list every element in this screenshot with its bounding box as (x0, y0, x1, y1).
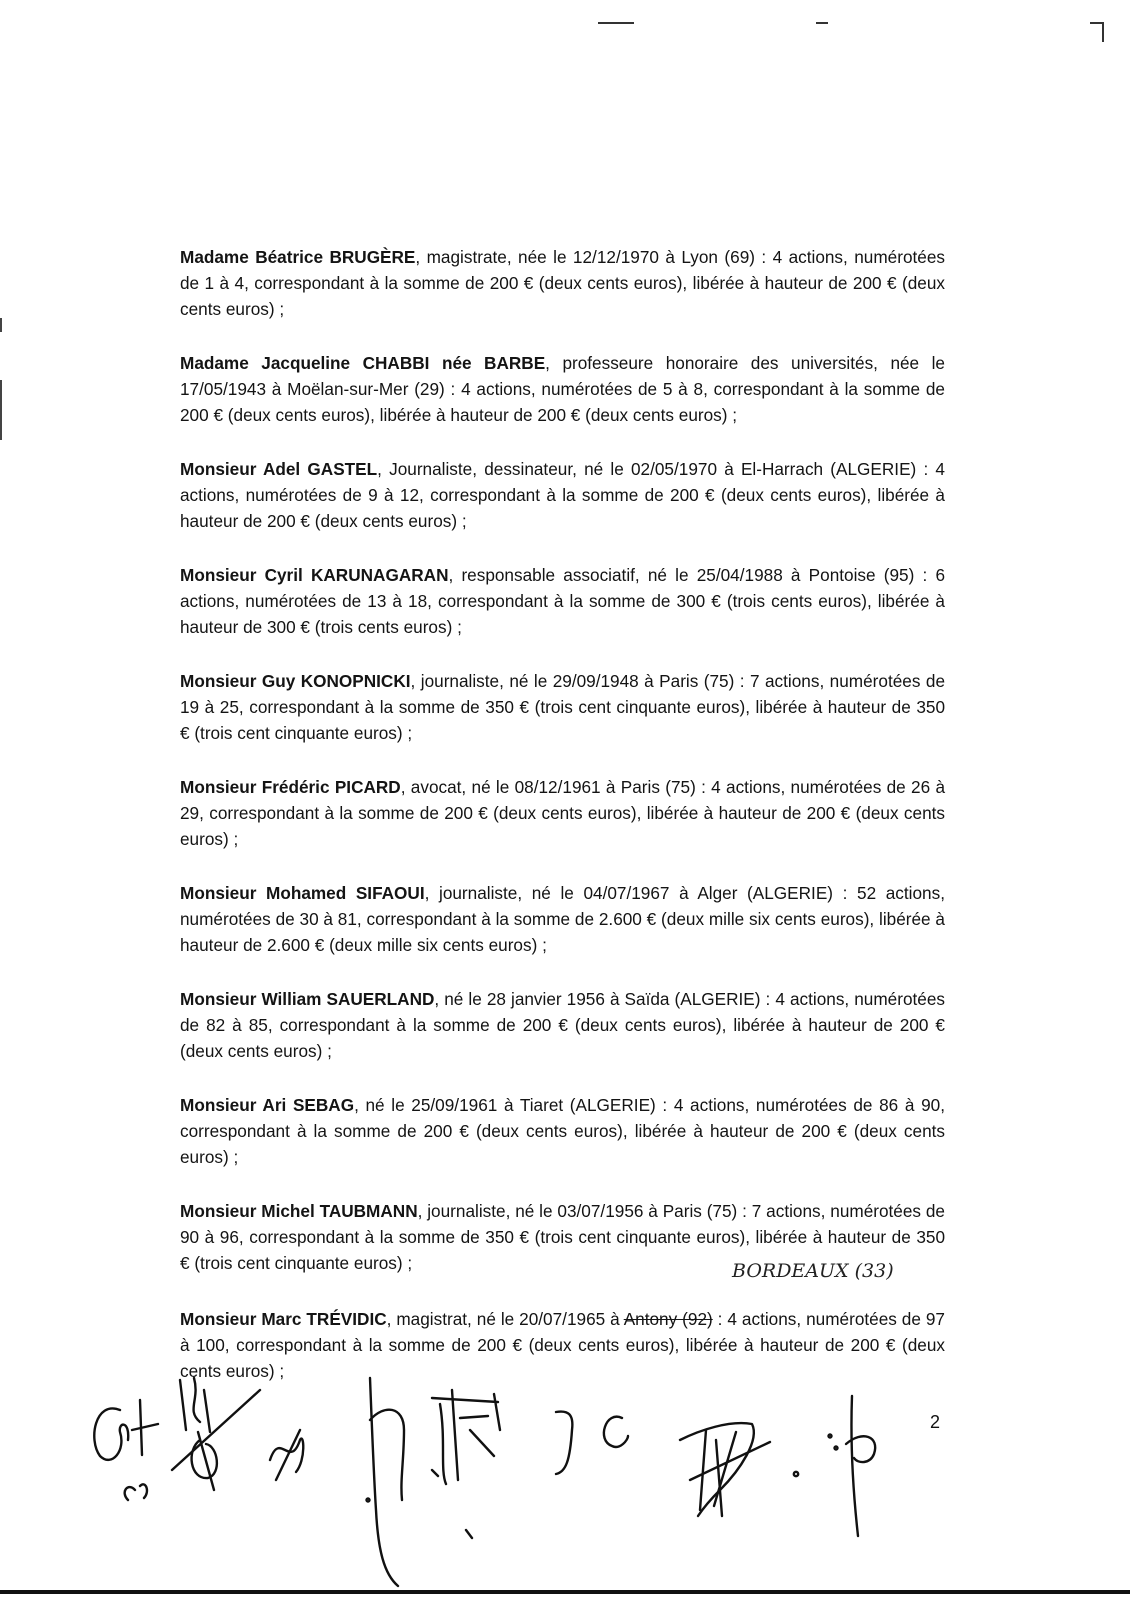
shareholder-entry (180, 244, 945, 322)
shareholder-entry (180, 1092, 945, 1170)
bottom-rule (0, 1590, 1130, 1594)
scan-mark-top (816, 22, 828, 24)
shareholder-details: , magistrat, né le 20/07/1965 à (386, 1309, 624, 1329)
struck-birthplace: Antony (92) (623, 1309, 713, 1329)
shareholder-prefix: Madame Béatrice (180, 247, 330, 267)
shareholder-entry (180, 668, 945, 746)
shareholder-surname: TRÉVIDIC (306, 1309, 387, 1329)
shareholder-prefix: Monsieur Frédéric (180, 777, 335, 797)
shareholder-prefix: Monsieur Adel (180, 459, 308, 479)
shareholder-surname: KARUNAGARAN (310, 565, 449, 585)
shareholder-surname: BRUGÈRE (329, 247, 416, 267)
shareholder-details: , Journaliste, dessinateur, né le 02/05/1970 à El-Harrach (ALGERIE) : 4 actions, numérotées de 9 à 12, correspondant à la somme de 200 € (deux cents euros), libérée à hauteur de 200 € (deux cents euros) ; (180, 459, 945, 531)
shareholder-details: , journaliste, né le 29/09/1948 à Paris (75) : 7 actions, numérotées de 19 à 25, correspondant à la somme de 350 € (trois cent cinquante euros), libérée à hauteur de 350 € (trois cent cinquante euros) ; (180, 671, 945, 743)
shareholder-details: , professeure honoraire des universités, née le 17/05/1943 à Moëlan-sur-Mer (29) : 4 actions, numérotées de 5 à 8, correspondant à la somme de 200 € (deux cents euros), libérée à hauteur de 200 € (deux cents euros) ; (180, 353, 945, 425)
shareholder-surname: SEBAG (292, 1095, 355, 1115)
signature-7 (680, 1423, 798, 1516)
document-body (180, 244, 945, 1412)
shareholder-prefix: Madame Jacqueline (180, 353, 363, 373)
scan-mark-top (598, 22, 634, 24)
shareholder-surname: KONOPNICKI (300, 671, 411, 691)
shareholder-prefix: Monsieur Ari (180, 1095, 293, 1115)
shareholder-surname: SAUERLAND (326, 989, 435, 1009)
shareholder-details: , magistrate, née le 12/12/1970 à Lyon (69) : 4 actions, numérotées de 1 à 4, correspondant à la somme de 200 € (deux cents euros), libérée à hauteur de 200 € (deux cents euros) ; (180, 247, 945, 319)
shareholder-details: , né le 25/09/1961 à Tiaret (ALGERIE) : 4 actions, numérotées de 86 à 90, correspondant à la somme de 200 € (deux cents euros), libérée à hauteur de 200 € (deux cents euros) ; (180, 1095, 945, 1167)
page-number: 2 (930, 1412, 941, 1432)
shareholder-prefix: Monsieur William (180, 989, 327, 1009)
signature-3 (270, 1430, 303, 1480)
signature-1 (94, 1400, 158, 1500)
shareholder-entry (180, 774, 945, 852)
shareholder-details: : 4 actions, numérotées de 97 à 100, correspondant à la somme de 200 € (deux cents euros), libérée à hauteur de 200 € (deux cents euros) ; (180, 1309, 945, 1381)
shareholder-details: , né le 28 janvier 1956 à Saïda (ALGERIE) : 4 actions, numérotées de 82 à 85, correspondant à la somme de 200 € (deux cents euros), libérée à hauteur de 200 € (deux cents euros) ; (180, 989, 945, 1061)
shareholder-entry (180, 350, 945, 428)
left-margin-mark (0, 380, 2, 440)
left-margin-mark (0, 318, 2, 332)
shareholder-prefix: Monsieur Marc (180, 1309, 307, 1329)
shareholder-details: , journaliste, né le 03/07/1956 à Paris (75) : 7 actions, numérotées de 90 à 96, correspondant à la somme de 350 € (trois cent cinquante euros), libérée à hauteur de 350 € (trois cent cinquante euros) ; (180, 1201, 945, 1273)
shareholder-details: , avocat, né le 08/12/1961 à Paris (75) : 4 actions, numérotées de 26 à 29, correspondant à la somme de 200 € (deux cents euros), libérée à hauteur de 200 € (deux cents euros) ; (180, 777, 945, 849)
signature-2 (172, 1378, 260, 1490)
signatures (0, 1360, 1130, 1590)
shareholder-prefix: Monsieur Mohamed (180, 883, 356, 903)
shareholder-prefix: Monsieur Guy (180, 671, 301, 691)
shareholder-entry (180, 562, 945, 640)
shareholder-surname: PICARD (334, 777, 401, 797)
shareholder-entry (180, 986, 945, 1064)
scan-mark-corner (1102, 22, 1104, 42)
shareholder-surname: GASTEL (307, 459, 378, 479)
handwritten-correction: BORDEAUX (33) (732, 1260, 894, 1282)
shareholder-surname: TAUBMANN (319, 1201, 418, 1221)
signature-8 (829, 1396, 876, 1536)
signature-5 (432, 1390, 500, 1538)
shareholder-details: , journaliste, né le 04/07/1967 à Alger (ALGERIE) : 52 actions, numérotées de 30 à 81, correspondant à la somme de 2.600 € (deux mille six cents euros), libérée à hauteur de 2.600 € (deux mille six cents euros) ; (180, 883, 945, 955)
signature-4 (367, 1378, 405, 1586)
shareholder-surname: CHABBI née BARBE (362, 353, 546, 373)
shareholder-prefix: Monsieur Michel (180, 1201, 320, 1221)
shareholder-entry (180, 456, 945, 534)
shareholder-details: , responsable associatif, né le 25/04/1988 à Pontoise (95) : 6 actions, numérotées de 13 à 18, correspondant à la somme de 300 € (trois cents euros), libérée à hauteur de 300 € (trois cents euros) ; (180, 565, 946, 637)
shareholder-surname: SIFAOUI (355, 883, 425, 903)
signature-6 (556, 1412, 628, 1474)
shareholder-prefix: Monsieur Cyril (180, 565, 311, 585)
shareholder-entry (180, 880, 945, 958)
